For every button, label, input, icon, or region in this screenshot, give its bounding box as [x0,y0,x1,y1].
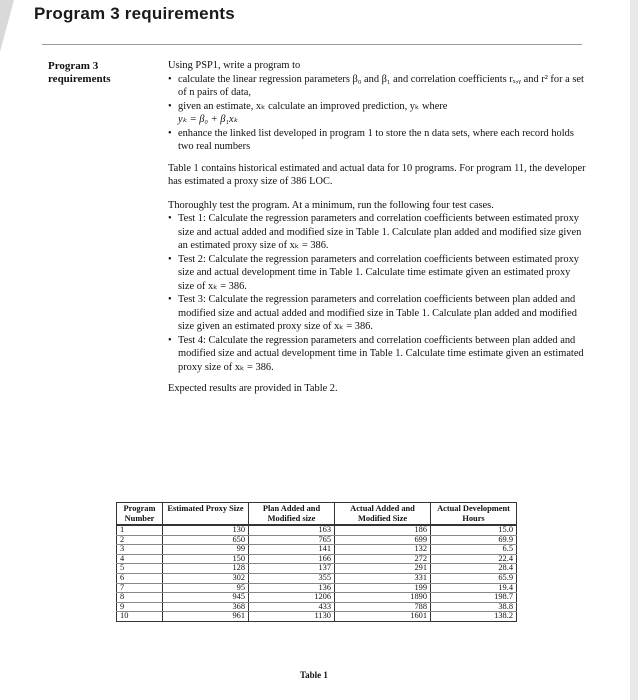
table-cell: 10 [117,612,163,622]
table-body [117,525,517,621]
table-cell: 38.8 [431,602,517,612]
table-cell: 136 [249,583,335,593]
expected-results-text: Expected results are provided in Table 2. [168,383,338,394]
test-case-item: • Test 1: Calculate the regression parameters and correlation coefficients between estimated proxy size and actual added and modified size in Table 1. Calculate plan added and modified size given an estimated proxy size of xₖ = 386. [168,212,588,253]
table-row [117,573,517,583]
table-cell: 15.0 [431,525,517,535]
table-cell: 28.4 [431,564,517,574]
table-cell: 138.2 [431,612,517,622]
table-cell: 272 [335,554,431,564]
table-row [117,612,517,622]
table-row [117,535,517,545]
title-divider [42,44,582,45]
test-cases-list [168,212,588,374]
column-header: Actual Added and Modified Size [335,503,431,526]
table-row [117,593,517,603]
column-header: Actual Development Hours [431,503,517,526]
table-cell: 699 [335,535,431,545]
table-cell: 8 [117,593,163,603]
table-cell: 291 [335,564,431,574]
table-cell: 3 [117,545,163,555]
table-cell: 1601 [335,612,431,622]
column-header: Plan Added and Modified size [249,503,335,526]
test-paragraph: Thoroughly test the program. At a minimum, run the following four test cases. [168,199,494,211]
requirement-item: • enhance the linked list developed in program 1 to store the n data sets, where each record holds two real numbers [168,127,588,154]
table-cell: 2 [117,535,163,545]
historical-data-table [116,502,517,622]
requirements-list [168,73,588,114]
table-cell: 1 [117,525,163,535]
requirement-item: • given an estimate, xₖ calculate an improved prediction, yₖ where [168,100,588,114]
table-row [117,545,517,555]
table-cell: 788 [335,602,431,612]
column-header: Program Number [117,503,163,526]
table-cell: 7 [117,583,163,593]
table-cell: 141 [249,545,335,555]
table-cell: 69.9 [431,535,517,545]
table-caption: Table 1 [300,670,328,680]
section-label: Program 3 requirements [48,60,111,85]
table-cell: 137 [249,564,335,574]
table-cell: 961 [163,612,249,622]
table-cell: 331 [335,573,431,583]
table-cell: 9 [117,602,163,612]
table-cell: 355 [249,573,335,583]
table-cell: 128 [163,564,249,574]
table-cell: 5 [117,564,163,574]
intro-text: Using PSP1, write a program to [168,60,301,71]
table-cell: 368 [163,602,249,612]
requirements-body [168,59,588,396]
table-cell: 130 [163,525,249,535]
table-cell: 1130 [249,612,335,622]
table-cell: 945 [163,593,249,603]
table-header-row [117,503,517,526]
table-cell: 765 [249,535,335,545]
table-cell: 99 [163,545,249,555]
table-cell: 132 [335,545,431,555]
table-cell: 186 [335,525,431,535]
table-cell: 95 [163,583,249,593]
table-cell: 22.4 [431,554,517,564]
prediction-formula: yₖ = β₀ + β₁xₖ [178,114,239,125]
table-cell: 4 [117,554,163,564]
page-fold-shadow [0,0,14,52]
table-cell: 1206 [249,593,335,603]
table-cell: 65.9 [431,573,517,583]
table-cell: 650 [163,535,249,545]
table-cell: 6 [117,573,163,583]
table-cell: 199 [335,583,431,593]
table-cell: 19.4 [431,583,517,593]
table-cell: 1890 [335,593,431,603]
page-title: Program 3 requirements [34,4,235,23]
table-cell: 6.5 [431,545,517,555]
test-case-item: • Test 3: Calculate the regression parameters and correlation coefficients between plan added and modified size and actual added and modified size in Table 1. Calculate plan added and modified size given an estimated proxy size of xₖ = 386. [168,293,588,334]
table-row [117,525,517,535]
table-row [117,564,517,574]
table-paragraph: Table 1 contains historical estimated and actual data for 10 programs. For program 11, the developer has estimated a proxy size of 386 LOC. [168,162,586,187]
test-case-item: • Test 2: Calculate the regression parameters and correlation coefficients between estimated proxy size and actual development time in Table 1. Calculate time estimate given an estimated proxy size of xₖ = 386. [168,253,588,294]
column-header: Estimated Proxy Size [163,503,249,526]
table-cell: 198.7 [431,593,517,603]
table-row [117,554,517,564]
requirements-list-cont [168,127,588,154]
test-case-item: • Test 4: Calculate the regression parameters and correlation coefficients between plan added and modified size and actual development time in Table 1. Calculate time estimate given an estimated proxy size of xₖ = 386. [168,334,588,375]
table-cell: 302 [163,573,249,583]
table-cell: 163 [249,525,335,535]
table-cell: 166 [249,554,335,564]
table-cell: 150 [163,554,249,564]
table-cell: 433 [249,602,335,612]
requirement-item: • calculate the linear regression parameters β₀ and β₁ and correlation coefficients rₓ,ᵧ and r² for a set of n pairs of data, [168,73,588,100]
